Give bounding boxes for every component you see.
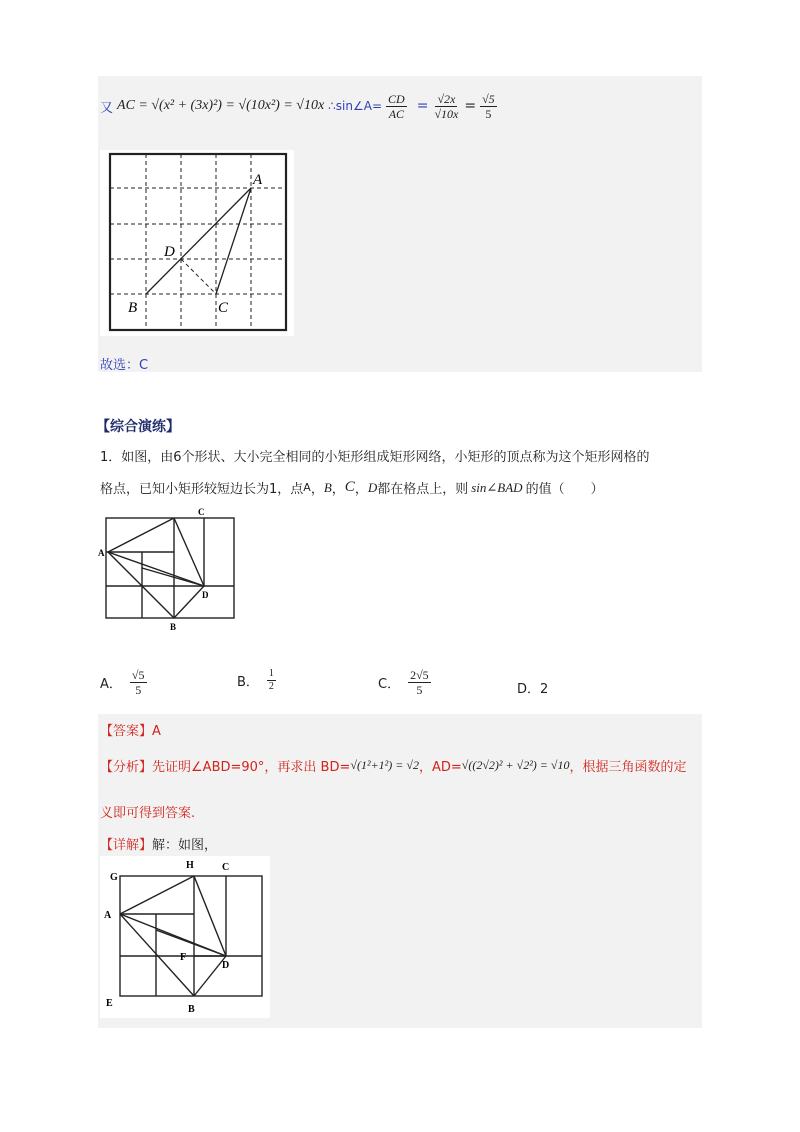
prefix-text: 又 [100,100,114,116]
option-d[interactable] [517,678,548,697]
separator: ， [331,482,345,497]
point-a: A [303,481,311,494]
option-a[interactable] [100,668,147,697]
fig3-label-b: B [188,1004,195,1015]
fig2-label-c: C [198,507,205,517]
ad-expression: √((2√2)² + √2²) = √10 [461,758,570,772]
detail-tag: 【详解】 [100,838,153,853]
fig1-label-d: D [164,244,175,260]
fig3-label-g: G [110,872,118,883]
analysis-text-2: ，AD= [418,760,462,775]
answer-value: A [152,724,161,739]
option-a-label: A． [100,677,122,692]
fig1-label-a: A [253,172,263,188]
bd-expression: √(1²+1²) = √2 [350,758,419,772]
question-line-2 [100,478,604,497]
grid-figure-3 [100,856,270,1018]
ac-expression: AC = √(x² + (3x)²) = √(10x²) = √10x [117,98,325,113]
therefore-sin-a: ∴sin∠A= [328,99,383,113]
option-d-label: D． [517,682,541,697]
fig3-label-e: E [106,998,113,1009]
equals-sign-2: = [464,98,477,114]
option-c[interactable] [378,668,431,697]
analysis-line-2: 义即可得到答案. [100,806,196,821]
question-text-a: 格点，已知小矩形较短边长为1，点 [100,482,304,497]
fig3-label-d: D [222,960,230,971]
fig1-label-b: B [128,300,138,316]
sin-bad-expression: sin∠BAD [471,479,523,495]
option-a-fraction: $\frac{√5}{5}$ [131,668,145,697]
grid-figure-1 [100,150,294,336]
separator: ， [310,482,324,497]
option-b-fraction: $\frac{1}{2}$ [268,668,274,692]
analysis-line-1 [100,756,686,775]
fig2-label-d: D [202,590,209,600]
option-c-label: C． [378,677,401,692]
question-line-1: 1．如图，由6个形状、大小完全相同的小矩形组成矩形网络，小矩形的顶点称为这个矩形网格的 [100,450,650,465]
fig1-label-c: C [218,300,229,316]
grid-figure-2 [98,506,240,634]
question-text-c: 的值（ ） [525,482,604,497]
separator: ， [354,482,368,497]
question-text-b: 都在格点上，则 [377,482,469,497]
answer-line [100,720,161,739]
answer-choice-line: 故选：C [100,358,149,373]
option-c-fraction: $\frac{2√5}{5}$ [410,668,429,697]
option-b[interactable] [237,668,276,693]
detail-line [100,834,217,853]
equals-sign: = [416,98,429,114]
point-d: D [367,479,378,495]
fig2-label-a: A [98,548,105,558]
sqrt5-over-5: $\frac{√5}{5}$ [482,91,495,121]
option-b-label: B． [237,675,259,690]
fig3-label-f: F [180,952,187,963]
point-c: C [344,479,355,495]
ac-formula-line [100,88,497,124]
answer-tag: 【答案】 [100,724,153,739]
fig2-label-b: B [170,622,177,632]
sqrt2x-over-sqrt10x: $\frac{√2x}{√10x}$ [434,91,459,121]
analysis-text-3: ，根据三角函数的定 [569,760,687,775]
fig3-label-c: C [222,862,230,873]
point-b: B [323,479,332,495]
cd-over-ac: $\frac{CD}{AC}$ [388,91,405,121]
option-d-value: 2 [540,682,549,697]
analysis-text-1: 先证明∠ABD=90°，再求出 BD= [152,760,351,775]
analysis-tag: 【分析】 [100,760,153,775]
detail-text: 解：如图， [152,838,218,853]
fig3-label-h: H [186,860,194,871]
fig3-label-a: A [104,910,112,921]
section-title: 【综合演练】 [96,419,180,435]
